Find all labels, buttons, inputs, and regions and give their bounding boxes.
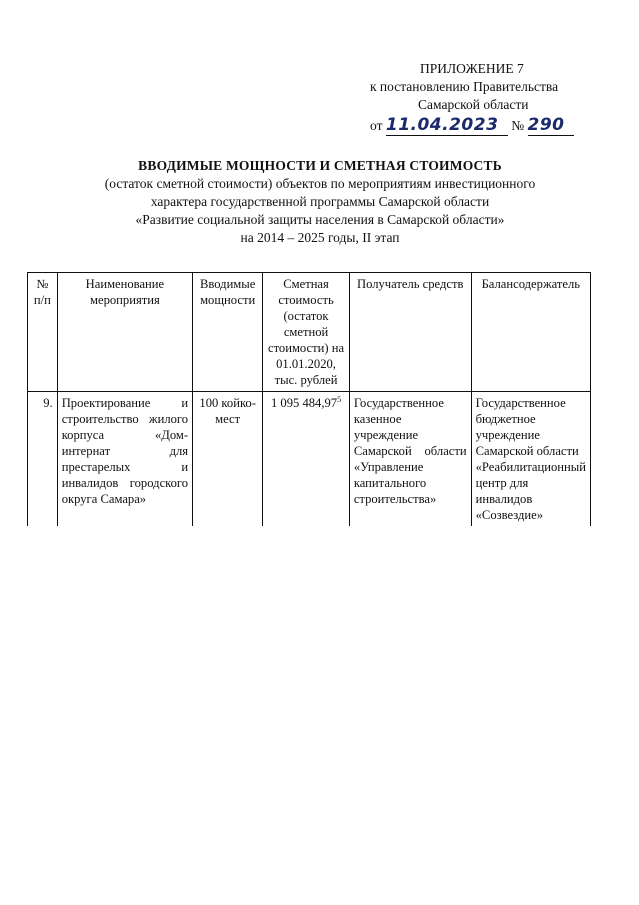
row-capacity: 100 койко-мест — [193, 392, 263, 527]
table-header — [28, 273, 591, 392]
header-holder: Балансодержатель — [471, 273, 590, 392]
title-line-5: на 2014 – 2025 годы, II этап — [240, 230, 400, 245]
header-row — [28, 273, 591, 392]
row-cost-cell — [263, 392, 350, 527]
handwritten-number: 290 — [527, 115, 565, 135]
date-underline — [386, 116, 508, 136]
document-title: ВВОДИМЫЕ МОЩНОСТИ И СМЕТНАЯ СТОИМОСТЬ — [138, 158, 502, 173]
header-capacity: Вводимые мощности — [193, 273, 263, 392]
table-row — [28, 392, 591, 527]
appendix-date-line — [370, 116, 610, 136]
appendix-decree-line: к постановлению Правительства — [370, 79, 559, 94]
row-holder: Государственное бюджетное учреждение Самарской области «Реабилитационный центр для инвалидов «Созвездие» — [471, 392, 590, 527]
header-name: Наименование мероприятия — [57, 273, 192, 392]
row-cost-footnote: 5 — [337, 394, 342, 404]
table-body — [28, 392, 591, 527]
row-cost: 1 095 484,97 — [270, 396, 338, 410]
capacity-cost-table — [27, 272, 591, 526]
header-num: № п/п — [28, 273, 58, 392]
from-label: от — [370, 118, 383, 133]
appendix-title: ПРИЛОЖЕНИЕ 7 — [420, 61, 524, 76]
row-recipient: Государственное казенное учреждение Самарской области «Управление капитального строительства» — [349, 392, 471, 527]
header-cost: Сметная стоимость (остаток сметной стоимости) на 01.01.2020, тыс. рублей — [263, 273, 350, 392]
title-line-3: характера государственной программы Самарской области — [150, 194, 490, 209]
appendix-region-line: Самарской области — [418, 97, 529, 112]
number-underline — [528, 116, 574, 136]
title-line-4: «Развитие социальной защиты населения в Самарской области» — [135, 212, 505, 227]
document-title-block — [60, 157, 580, 247]
row-num: 9. — [28, 392, 58, 527]
title-line-2: (остаток сметной стоимости) объектов по мероприятиям инвестиционного — [104, 176, 536, 191]
header-recipient: Получатель средств — [349, 273, 471, 392]
number-label: № — [511, 118, 525, 133]
handwritten-date: 11.04.2023 — [385, 115, 499, 135]
row-name: Проектирование и строительство жилого корпуса «Дом-интернат для престарелых и инвалидов городского округа Самара» — [57, 392, 192, 527]
appendix-header — [370, 60, 610, 136]
